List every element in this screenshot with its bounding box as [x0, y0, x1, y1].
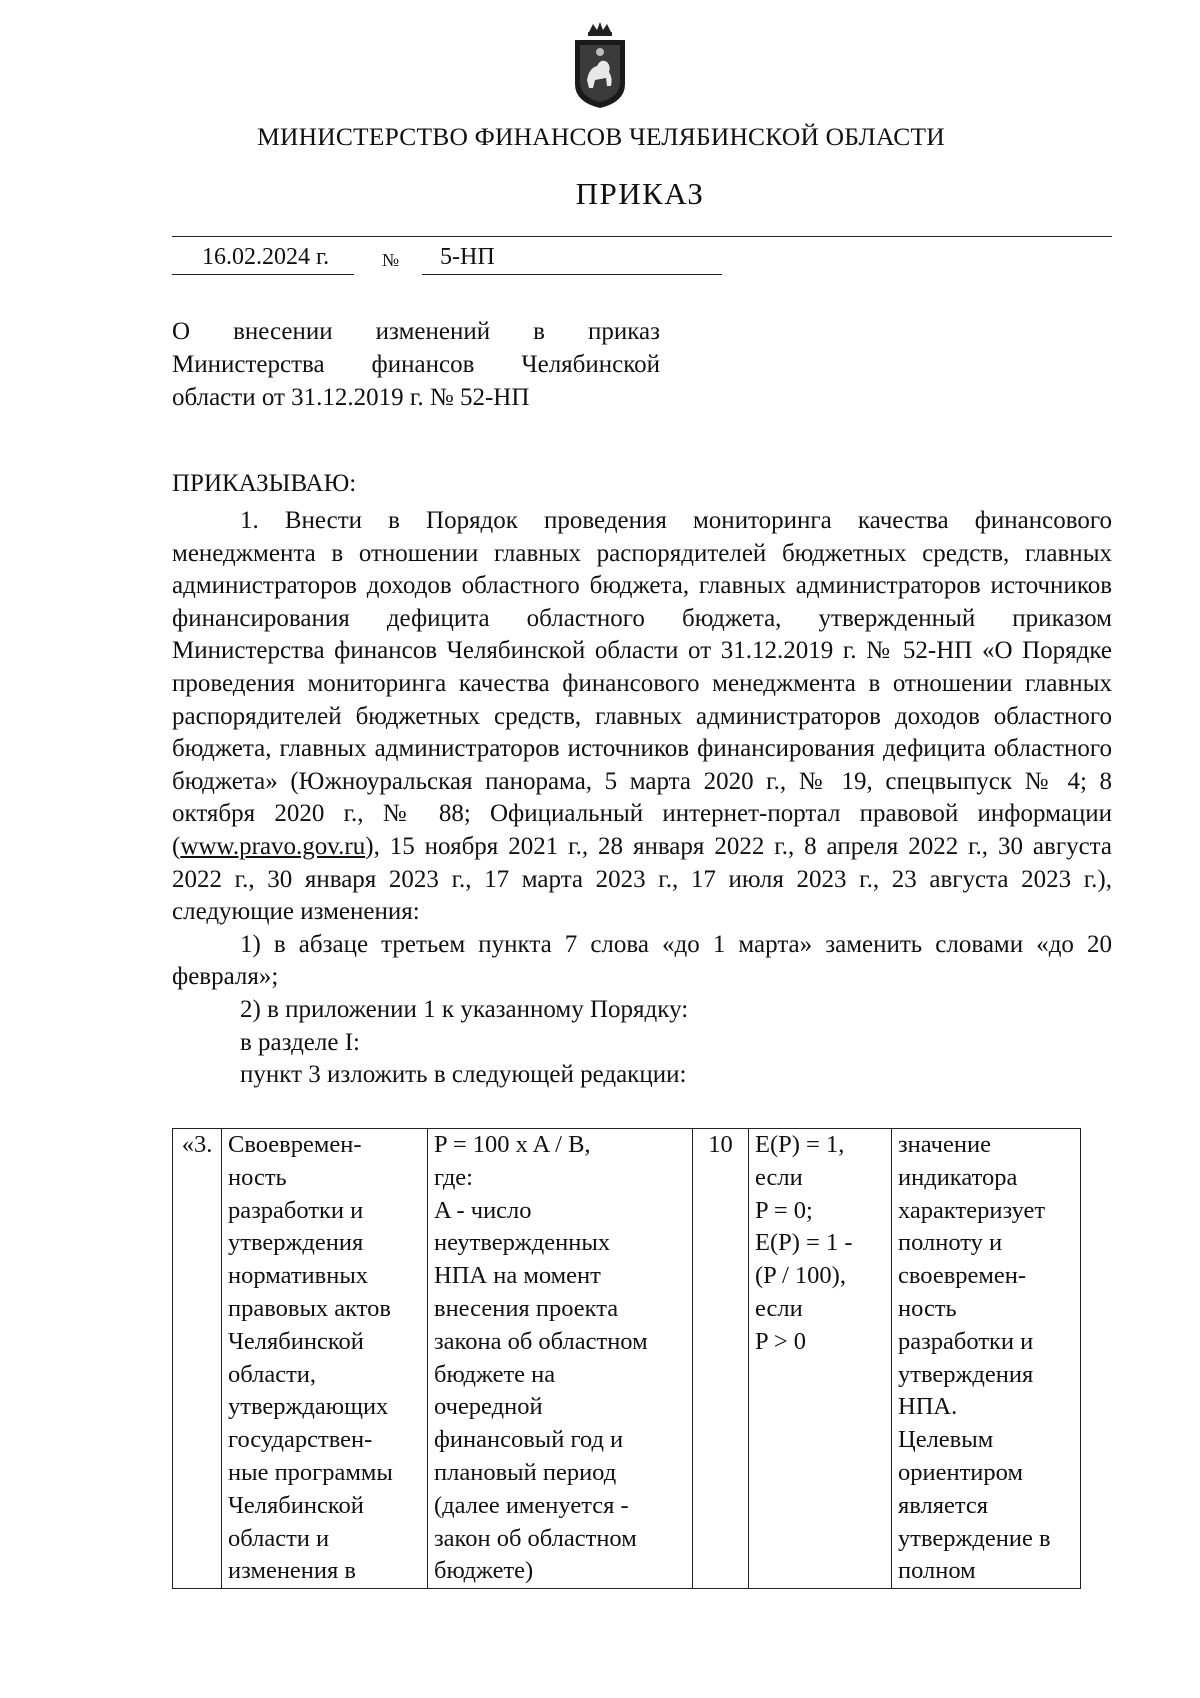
date-underline [172, 274, 354, 275]
document-date: 16.02.2024 г. [202, 244, 330, 270]
ministry-name: МИНИСТЕРСТВО ФИНАНСОВ ЧЕЛЯБИНСКОЙ ОБЛАСТИ [257, 122, 945, 151]
paragraph-1-text-start: 1. Внести в Порядок проведения мониторинга качества финансового менеджмента в отношении главных распорядителей бюджетных средств, главных администраторов доходов областного бюджета, главных администраторов источников финансирования дефицита областного бюджета, утвержденный приказом Министерства финансов Челябинской области от 31.12.2019 г. № 52-НП «О Порядке проведения мониторинга качества финансового менеджмента в отношении главных распорядителей бюджетных средств, главных администраторов доходов областного бюджета, главных администраторов источников финансирования дефицита областного бюджета» (Южноуральская панорама, 5 марта 2020 г., № 19, спецвыпуск № 4; 8 октября 2020 г., № 88; Официальный интернет-портал правовой информации ( [172, 507, 1112, 860]
order-word: ПРИКАЗЫВАЮ: [172, 470, 357, 497]
table-cell-indicator-name: Своевремен- ность разработки и утверждения нормативных правовых актов Челябинской области, утверждающих государствен- ные программы Челябинской области и изменения в [222, 1129, 428, 1589]
amendment-table [172, 1128, 1081, 1589]
table-cell-weight: 10 [693, 1129, 749, 1589]
paragraph-5: пункт 3 изложить в следующей редакции: [240, 1061, 687, 1089]
coat-of-arms-emblem [571, 22, 629, 108]
table-cell-comment: значение индикатора характеризует полноту и своевремен- ность разработки и утверждения НПА. Целевым ориентиром является утверждение в полном [892, 1129, 1081, 1589]
document-body [172, 505, 1112, 1092]
document-subject: О внесении изменений в приказ Министерства финансов Челябинской области от 31.12.2019 г. № 52-НП [172, 318, 660, 411]
document-number: 5-НП [440, 244, 495, 270]
table-row [173, 1129, 1081, 1589]
table-cell-formula: P = 100 x A / B, где: A - число неутвержденных НПА на момент внесения проекта закона об областном бюджете на очередной финансовый год и плановый период (далее именуется - закон об областном бюджете) [428, 1129, 693, 1589]
table-cell-evaluation: E(P) = 1, если P = 0; E(P) = 1 - (P / 100), если P > 0 [749, 1129, 892, 1589]
header-divider [172, 236, 1112, 237]
paragraph-1-text-end: ), 15 ноября 2021 г., 28 января 2022 г., 8 апреля 2022 г., 30 августа 2022 г., 30 января 2023 г., 17 марта 2023 г., 17 июля 2023 г., 23 августа 2023 г.), следующие изменения: [172, 832, 1112, 926]
number-underline [422, 274, 722, 275]
pravo-gov-link[interactable]: www.pravo.gov.ru [180, 832, 366, 860]
document-type-title: ПРИКАЗ [575, 176, 705, 211]
paragraph-4: в разделе I: [240, 1028, 360, 1056]
table-cell-number: «3. [173, 1129, 222, 1589]
number-sign: № [382, 250, 400, 270]
paragraph-1 [172, 505, 1112, 929]
paragraph-3: 2) в приложении 1 к указанному Порядку: [240, 995, 689, 1023]
paragraph-2: 1) в абзаце третьем пункта 7 слова «до 1 марта» заменить словами «до 20 февраля»; [172, 930, 1112, 991]
